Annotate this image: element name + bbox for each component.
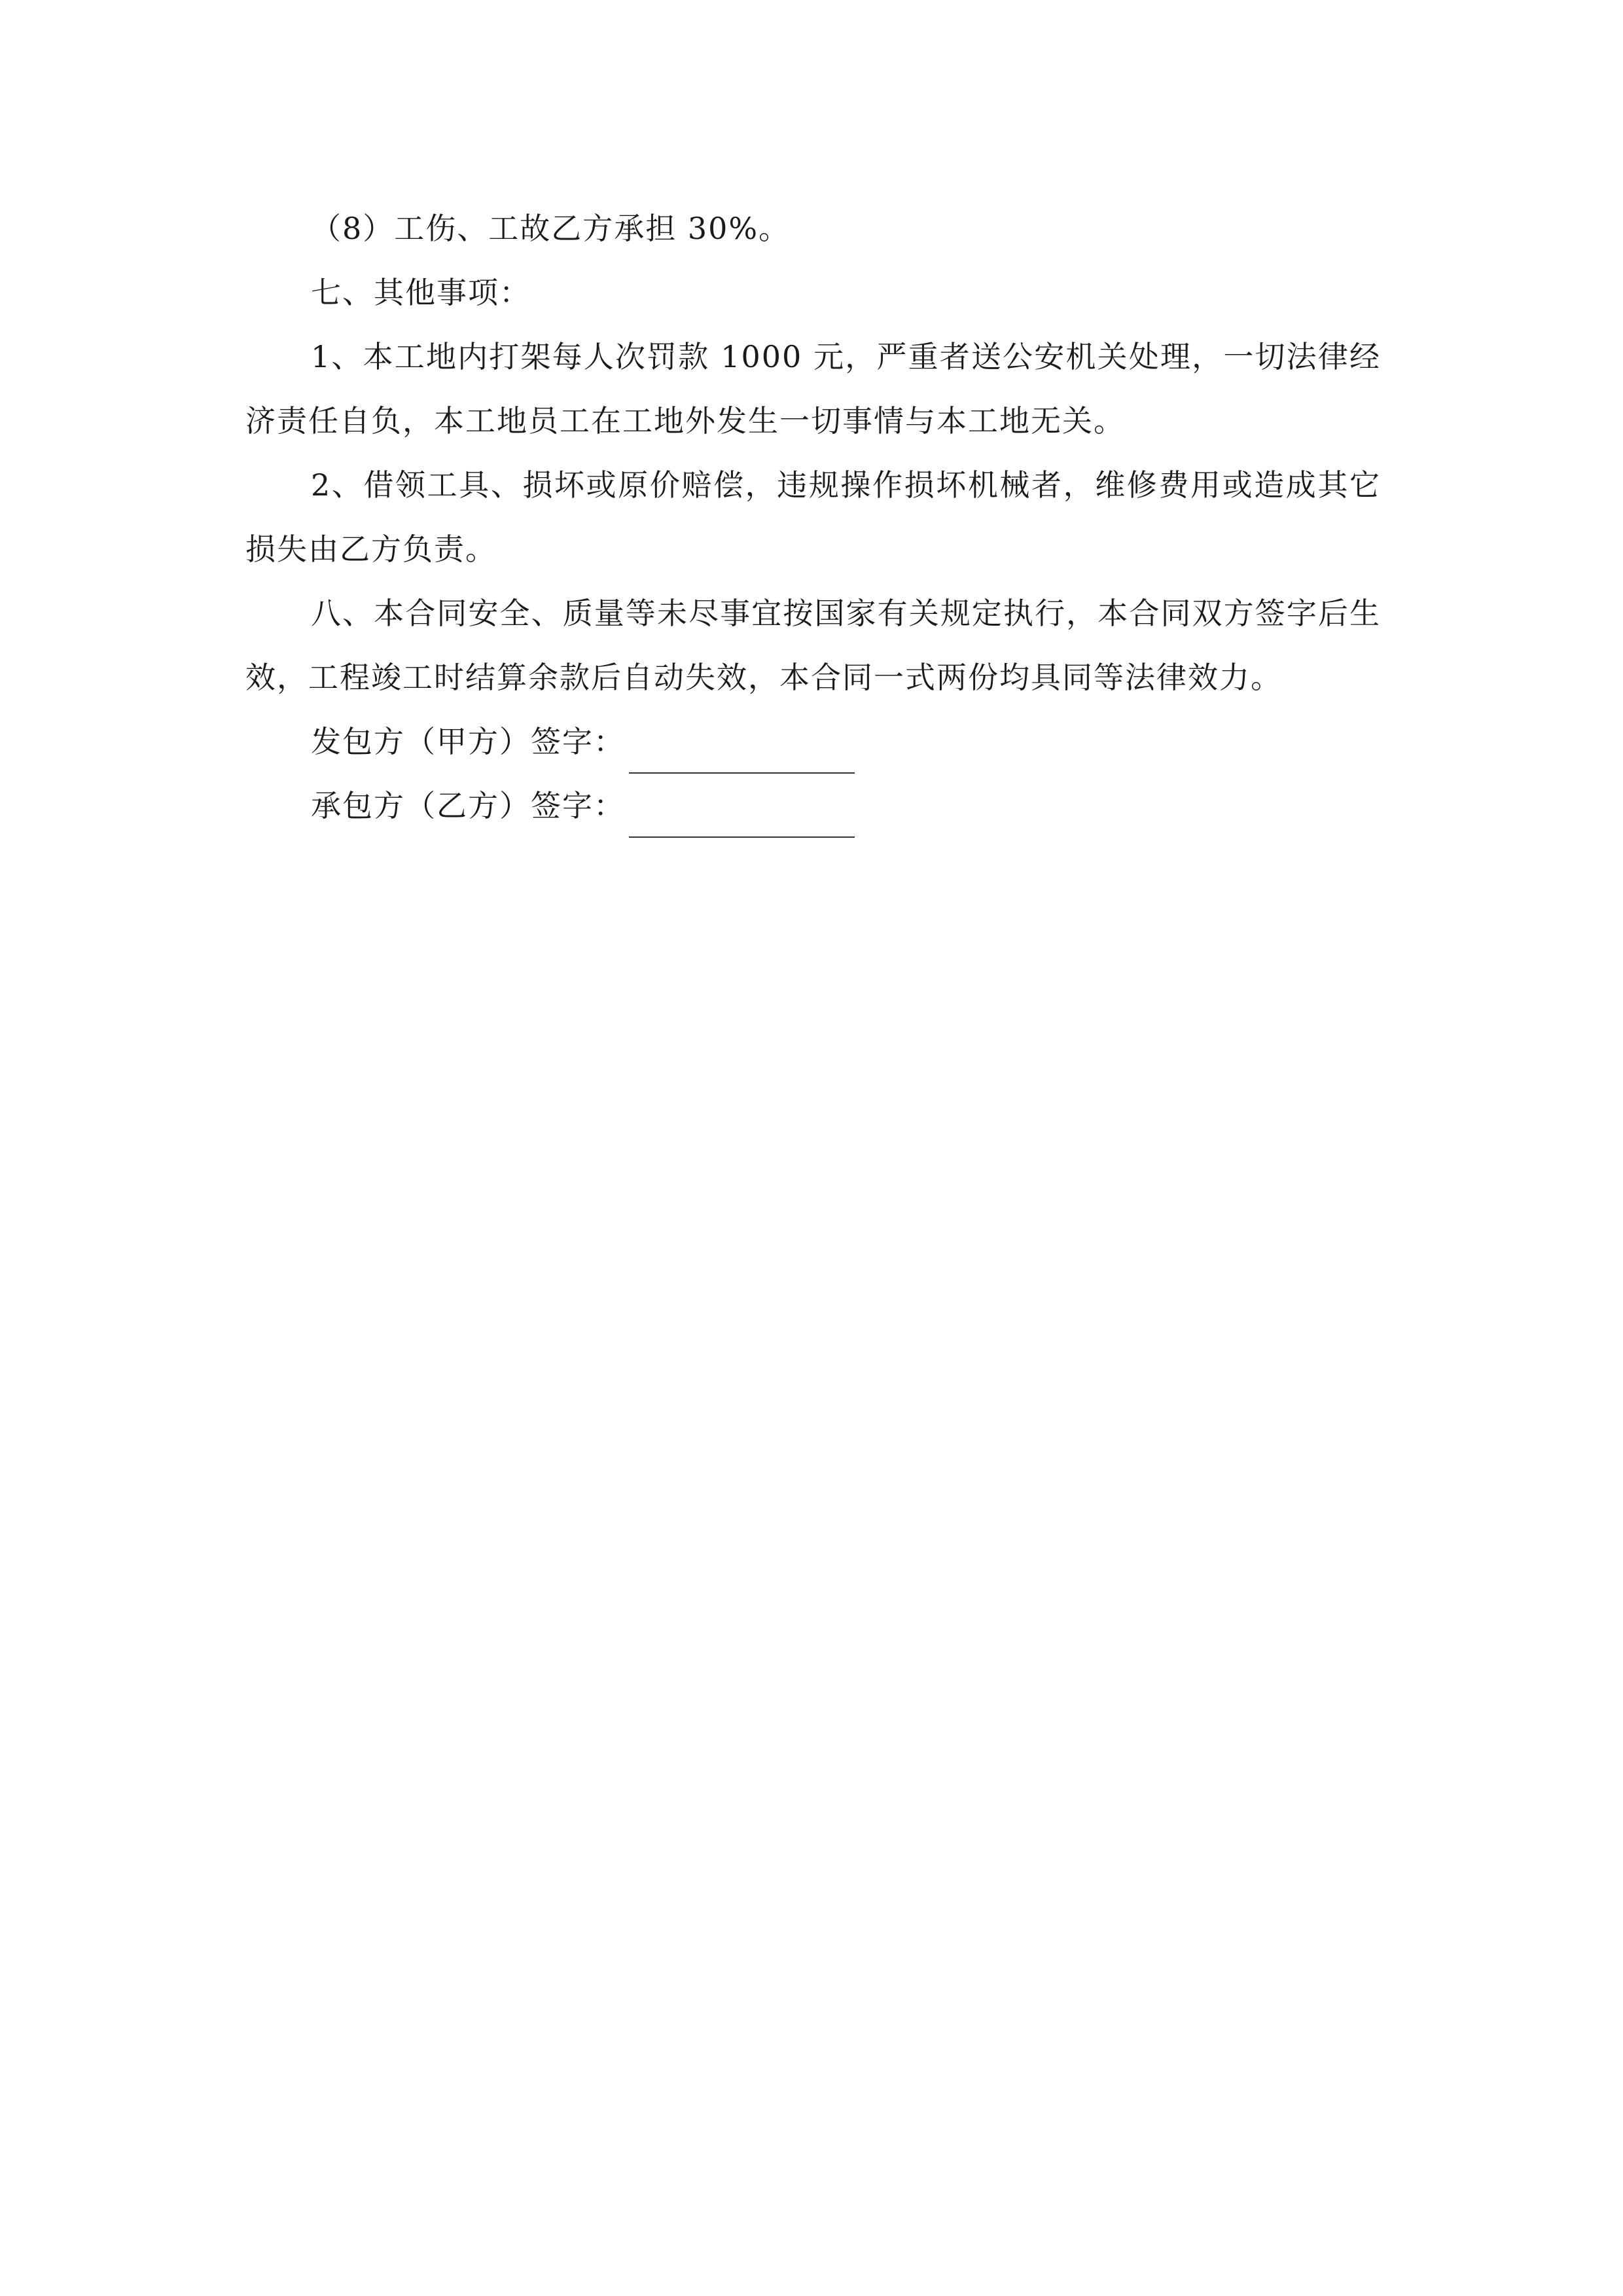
party-b-signature [245, 774, 1381, 838]
party-b-signature-label: 承包方（乙方）签字： [311, 788, 625, 823]
party-a-signature [245, 709, 1381, 774]
party-b-signature-blank [629, 797, 855, 838]
party-a-signature-label: 发包方（甲方）签字： [311, 724, 625, 759]
section-7-heading: 七、其他事项： [311, 275, 531, 310]
clause-tools-damage: 2、借领工具、损坏或原价赔偿，违规操作损坏机械者，维修费用或造成其它损失由乙方负责。 [245, 467, 1381, 567]
section-8-effectiveness: 八、本合同安全、质量等未尽事宜按国家有关规定执行，本合同双方签字后生效，工程竣工时结算余款后自动失效，本合同一式两份均具同等法律效力。 [245, 596, 1381, 695]
clause-fighting-penalty: 1、本工地内打架每人次罚款 1000 元，严重者送公安机关处理，一切法律经济责任自负，本工地员工在工地外发生一切事情与本工地无关。 [245, 339, 1381, 439]
party-a-signature-blank [629, 733, 855, 774]
clause-8-injury: （8）工伤、工故乙方承担 30%。 [311, 211, 791, 246]
document-body [245, 196, 1381, 838]
